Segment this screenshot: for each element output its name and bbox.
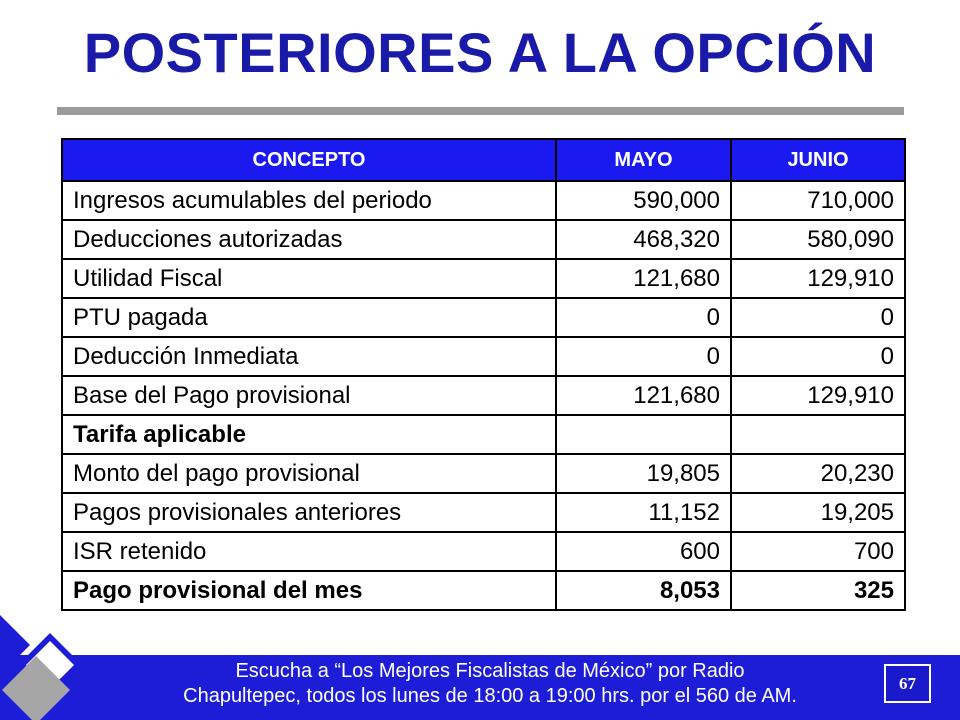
mayo-cell: 19,805 <box>556 454 731 493</box>
concepto-cell: Deducción Inmediata <box>62 337 556 376</box>
table-row <box>62 298 905 337</box>
table-row <box>62 415 905 454</box>
title-divider <box>57 107 904 115</box>
footer-line-1: Escucha a “Los Mejores Fiscalistas de México” por Radio <box>235 660 745 682</box>
table-row <box>62 337 905 376</box>
footer-text <box>95 659 885 709</box>
concepto-cell: Deducciones autorizadas <box>62 220 556 259</box>
junio-cell: 129,910 <box>731 259 905 298</box>
header-junio: JUNIO <box>731 139 905 181</box>
junio-cell: 0 <box>731 298 905 337</box>
mayo-cell <box>556 415 731 454</box>
junio-cell: 580,090 <box>731 220 905 259</box>
page-number-badge: 67 <box>884 664 931 703</box>
concepto-cell: Utilidad Fiscal <box>62 259 556 298</box>
mayo-cell: 468,320 <box>556 220 731 259</box>
table-row <box>62 181 905 220</box>
mayo-cell: 600 <box>556 532 731 571</box>
junio-cell: 19,205 <box>731 493 905 532</box>
table-header-row <box>62 139 905 181</box>
header-concepto: CONCEPTO <box>62 139 556 181</box>
junio-cell <box>731 415 905 454</box>
mayo-cell: 121,680 <box>556 376 731 415</box>
mayo-cell: 590,000 <box>556 181 731 220</box>
table-row <box>62 454 905 493</box>
concepto-cell: Pagos provisionales anteriores <box>62 493 556 532</box>
mayo-cell: 0 <box>556 337 731 376</box>
concepto-cell: Ingresos acumulables del periodo <box>62 181 556 220</box>
header-mayo: MAYO <box>556 139 731 181</box>
table-row <box>62 259 905 298</box>
financial-table <box>61 138 906 611</box>
concepto-cell: ISR retenido <box>62 532 556 571</box>
table-row <box>62 376 905 415</box>
concepto-cell: Tarifa aplicable <box>62 415 556 454</box>
junio-cell: 325 <box>731 571 905 610</box>
table-row <box>62 532 905 571</box>
diamond-decoration-icon <box>0 610 110 720</box>
junio-cell: 0 <box>731 337 905 376</box>
mayo-cell: 121,680 <box>556 259 731 298</box>
mayo-cell: 11,152 <box>556 493 731 532</box>
junio-cell: 20,230 <box>731 454 905 493</box>
table-row <box>62 220 905 259</box>
concepto-cell: Base del Pago provisional <box>62 376 556 415</box>
junio-cell: 710,000 <box>731 181 905 220</box>
mayo-cell: 8,053 <box>556 571 731 610</box>
footer-line-2: Chapultepec, todos los lunes de 18:00 a 19:00 hrs. por el 560 de AM. <box>183 685 797 707</box>
table-row-total <box>62 571 905 610</box>
concepto-cell: PTU pagada <box>62 298 556 337</box>
junio-cell: 129,910 <box>731 376 905 415</box>
junio-cell: 700 <box>731 532 905 571</box>
slide-title: POSTERIORES A LA OPCIÓN <box>83 21 877 84</box>
mayo-cell: 0 <box>556 298 731 337</box>
concepto-cell: Monto del pago provisional <box>62 454 556 493</box>
table-row <box>62 493 905 532</box>
concepto-cell: Pago provisional del mes <box>62 571 556 610</box>
